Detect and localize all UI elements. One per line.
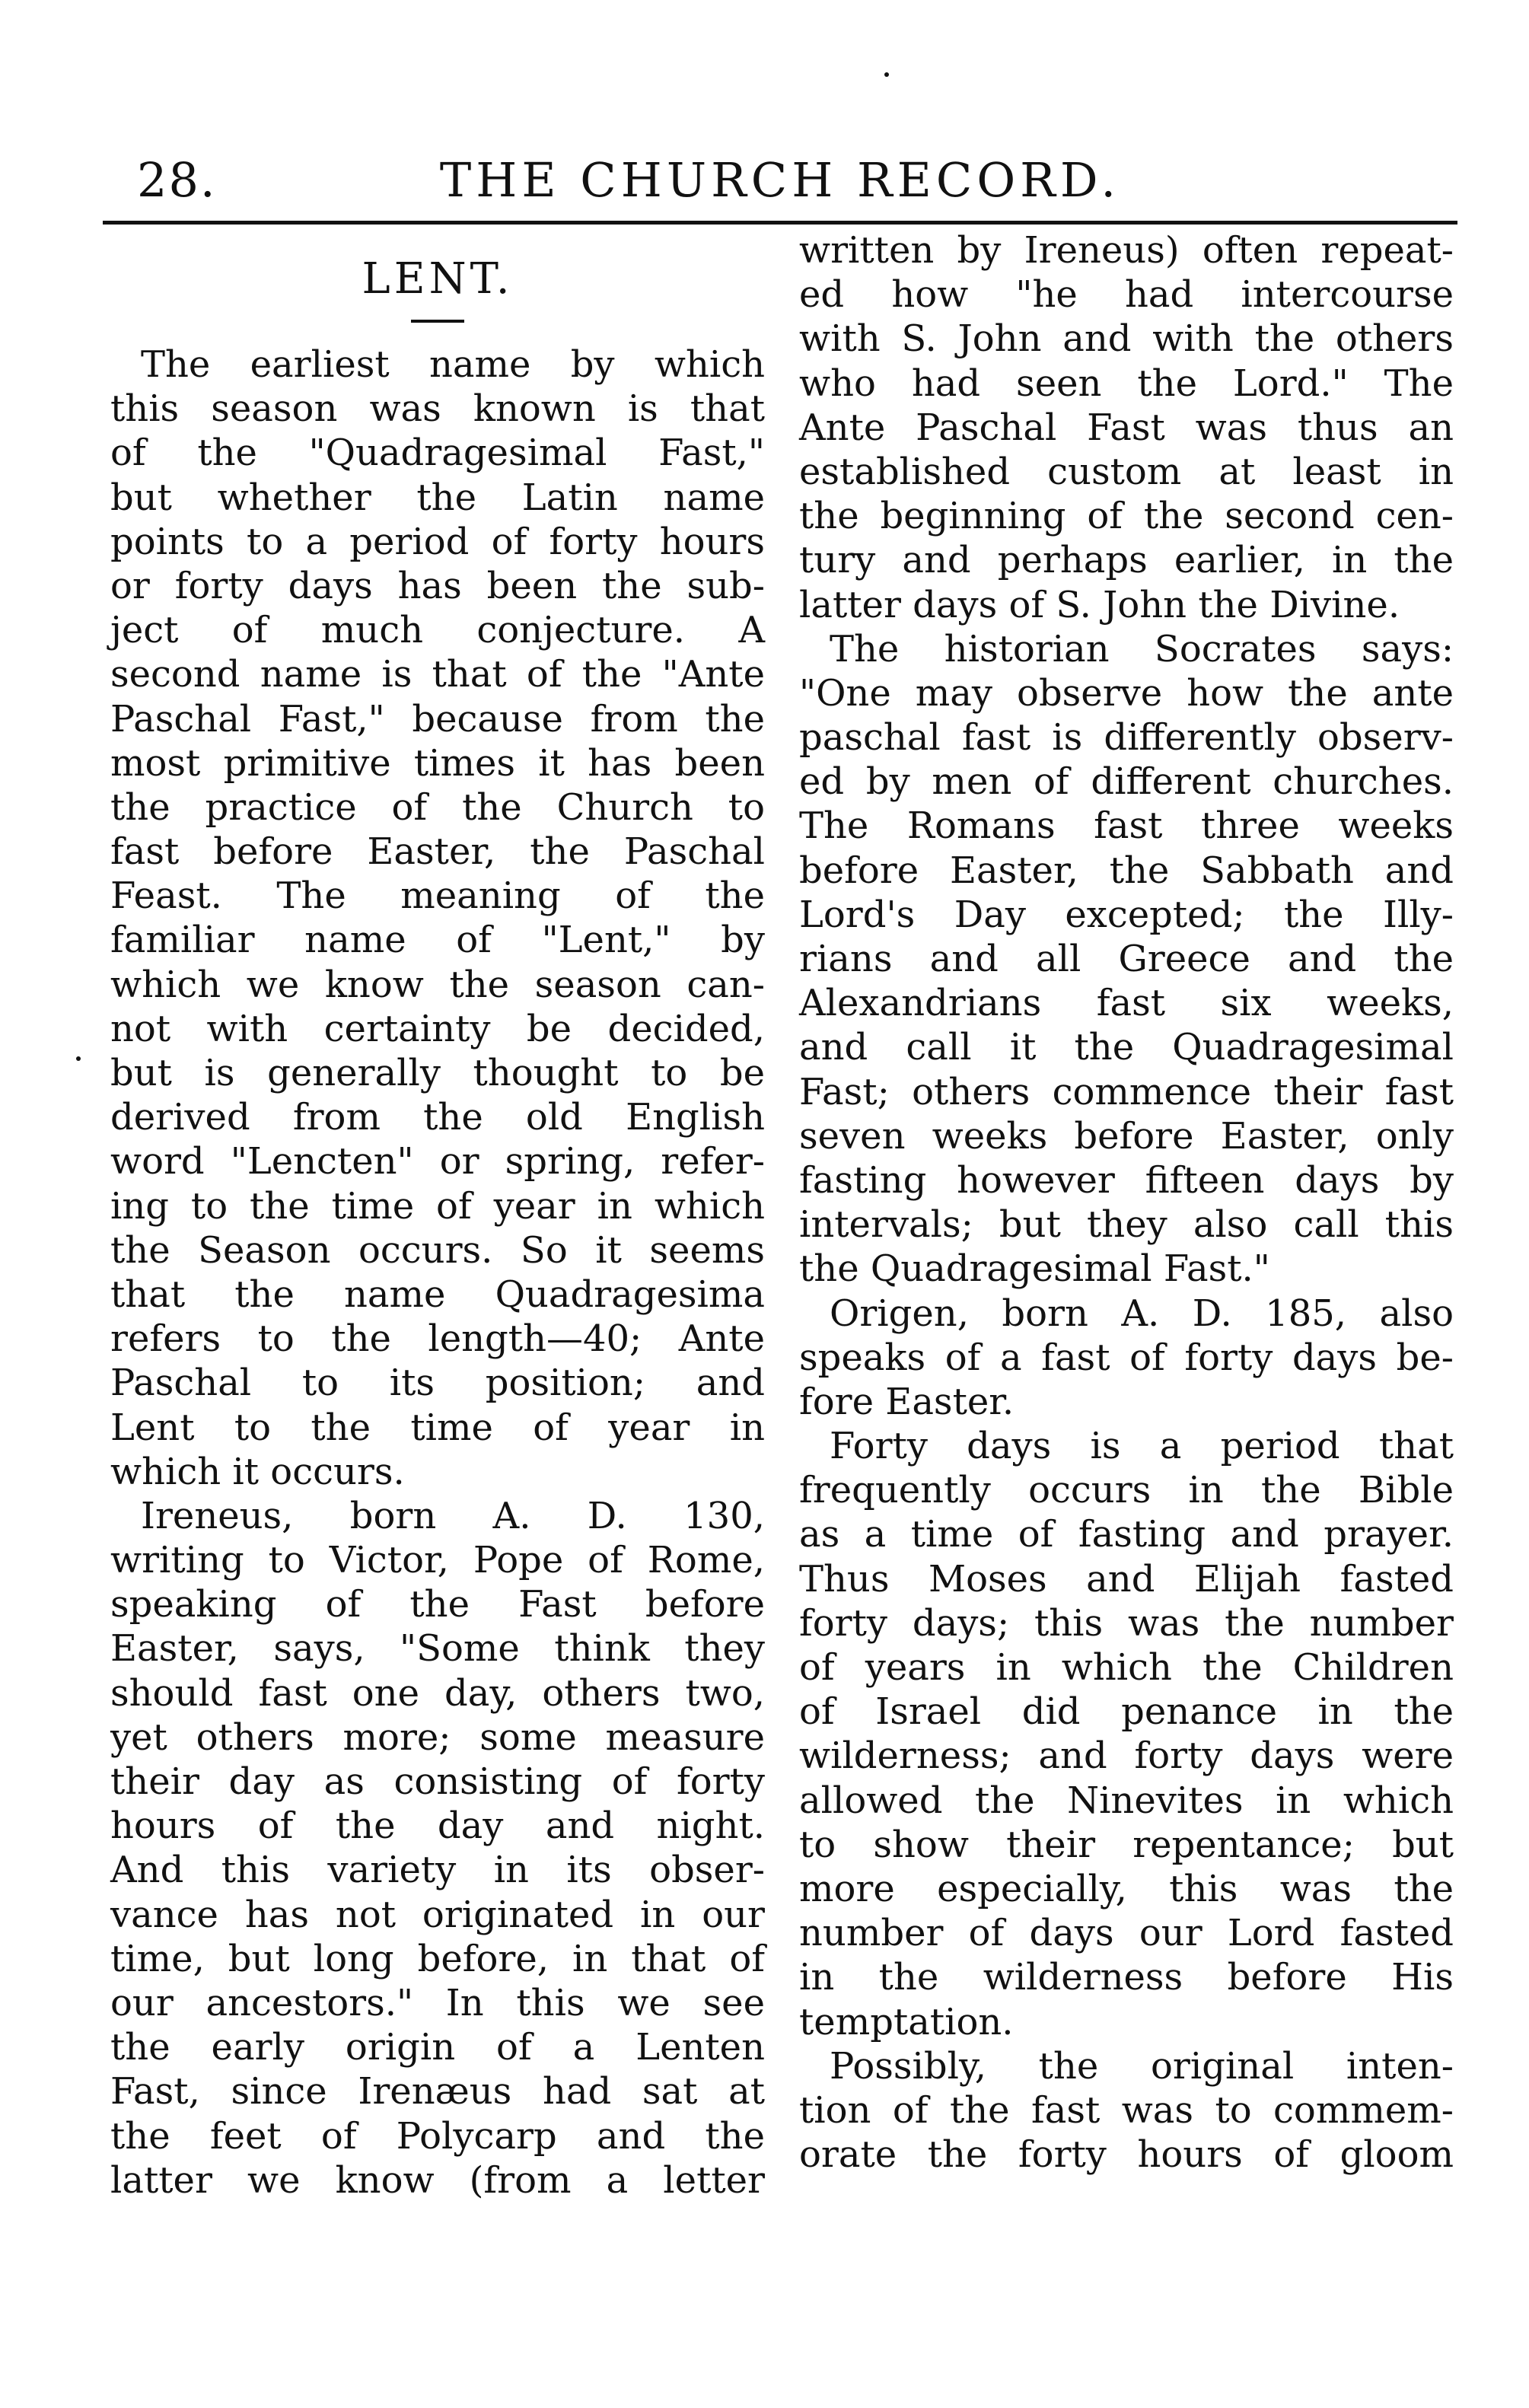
text-line: derived from the old English [110,1096,765,1139]
text-line: latter days of S. John the Divine. [799,583,1400,626]
text-line: established custom at least in [799,450,1454,493]
text-line: yet others more; some measure [110,1715,765,1759]
text-line: Paschal Fast," because from the [110,697,765,741]
text-line: but whether the Latin name [110,476,765,519]
title-rule [411,320,464,323]
text-line: The Romans fast three weeks [799,804,1454,848]
text-line: Lord's Day excepted; the Illy- [799,893,1454,936]
text-line: And this variety in its obser- [110,1849,765,1892]
text-line: Easter, says, "Some think they [110,1627,765,1671]
left-column [110,228,765,2203]
right-column-text [799,228,1454,2177]
ink-speck [884,72,889,77]
text-line: Fast, since Irenæus had sat at [110,2070,765,2113]
text-line: who had seen the Lord." The [799,362,1454,405]
text-line: fast before Easter, the Paschal [110,830,765,874]
text-line: writing to Victor, Pope of Rome, [110,1539,765,1582]
text-line: seven weeks before Easter, only [799,1114,1454,1158]
text-line: of the "Quadragesimal Fast," [110,432,765,475]
text-line: familiar name of "Lent," by [110,919,765,962]
text-line: ing to the time of year in which [110,1184,765,1228]
text-line: second name is that of the "Ante [110,653,765,696]
text-line: to show their repentance; but [799,1823,1454,1866]
right-column [799,228,1454,2177]
text-line: before Easter, the Sabbath and [799,849,1454,892]
text-line: fasting however fifteen days by [799,1158,1454,1202]
text-line: Alexandrians fast six weeks, [799,982,1454,1025]
page-number: 28. [137,152,217,208]
header-rule [103,221,1457,225]
left-column-text [110,342,765,2203]
text-line: and call it the Quadragesimal [799,1026,1454,1069]
text-line: or forty days has been the sub- [110,564,765,607]
text-line: rians and all Greece and the [799,938,1454,980]
text-line: of years in which the Children [799,1646,1454,1689]
text-line: as a time of fasting and prayer. [799,1513,1454,1556]
text-line: in the wilderness before His [799,1956,1454,1999]
text-line: the feet of Polycarp and the [110,2114,765,2158]
text-line: with S. John and with the others [799,317,1454,361]
text-line: Paschal to its position; and [110,1362,765,1405]
text-line: temptation. [799,2000,1014,2043]
text-line: of Israel did penance in the [799,1690,1454,1734]
text-line: Possibly, the original inten- [830,2044,1454,2088]
text-line: Origen, born A. D. 185, also [830,1292,1454,1335]
text-line: written by Ireneus) often repeat- [799,229,1454,272]
text-line: Forty days is a period that [830,1425,1454,1468]
text-line: refers to the length—40; Ante [110,1317,765,1361]
text-line: ed by men of different churches. [799,760,1454,804]
text-line: tion of the fast was to commem- [799,2088,1454,2132]
text-line: our ancestors." In this we see [110,1981,765,2024]
text-line: latter we know (from a letter [110,2158,765,2202]
text-line: which we know the season can- [110,963,765,1006]
text-line: but is generally thought to be [110,1052,765,1094]
text-line: this season was known is that [110,387,765,431]
text-line: orate the forty hours of gloom [799,2133,1454,2177]
text-line: frequently occurs in the Bible [799,1469,1454,1512]
text-line: wilderness; and forty days were [799,1734,1454,1778]
text-line: fore Easter. [799,1380,1015,1423]
text-line: intervals; but they also call this [799,1203,1454,1247]
text-line: points to a period of forty hours [110,520,765,563]
text-line: paschal fast is differently observ- [799,716,1454,760]
text-line: ed how "he had intercourse [799,273,1454,317]
text-line: the practice of the Church to [110,785,765,829]
text-line: "One may observe how the ante [799,671,1454,715]
text-line: Thus Moses and Elijah fasted [799,1557,1454,1601]
text-line: word "Lencten" or spring, refer- [110,1140,765,1183]
text-line: should fast one day, others two, [110,1671,765,1715]
text-line: allowed the Ninevites in which [799,1779,1454,1822]
text-line: the early origin of a Lenten [110,2026,765,2069]
text-line: most primitive times it has been [110,741,765,785]
text-line: Ireneus, born A. D. 130, [141,1494,765,1537]
text-line: that the name Quadragesima [110,1272,765,1316]
text-line: the beginning of the second cen- [799,495,1454,538]
text-line: tury and perhaps earlier, in the [799,539,1454,582]
text-line: vance has not originated in our [110,1893,765,1936]
text-line: more especially, this was the [799,1867,1454,1910]
text-line: forty days; this was the number [799,1601,1454,1645]
article-title: LENT. [362,254,514,304]
text-line: Ante Paschal Fast was thus an [799,406,1454,449]
text-line: hours of the day and night. [110,1804,765,1848]
text-line: which it occurs. [110,1450,405,1493]
text-line: not with certainty be decided, [110,1007,765,1050]
text-line: Feast. The meaning of the [110,874,765,918]
text-line: Lent to the time of year in [110,1406,765,1449]
text-line: time, but long before, in that of [110,1937,765,1980]
text-line: The earliest name by which [141,343,765,386]
ink-speck [76,1056,81,1061]
text-line: the Season occurs. So it seems [110,1228,765,1272]
text-line: speaks of a fast of forty days be- [799,1336,1454,1379]
text-line: their day as consisting of forty [110,1760,765,1803]
text-line: ject of much conjecture. A [110,609,765,652]
text-line: speaking of the Fast before [110,1583,765,1626]
text-line: Fast; others commence their fast [799,1070,1454,1113]
page-header [107,152,1454,228]
text-line: The historian Socrates says: [830,627,1454,670]
running-title: THE CHURCH RECORD. [439,152,1121,208]
text-line: the Quadragesimal Fast." [799,1247,1270,1291]
text-line: number of days our Lord fasted [799,1912,1454,1955]
